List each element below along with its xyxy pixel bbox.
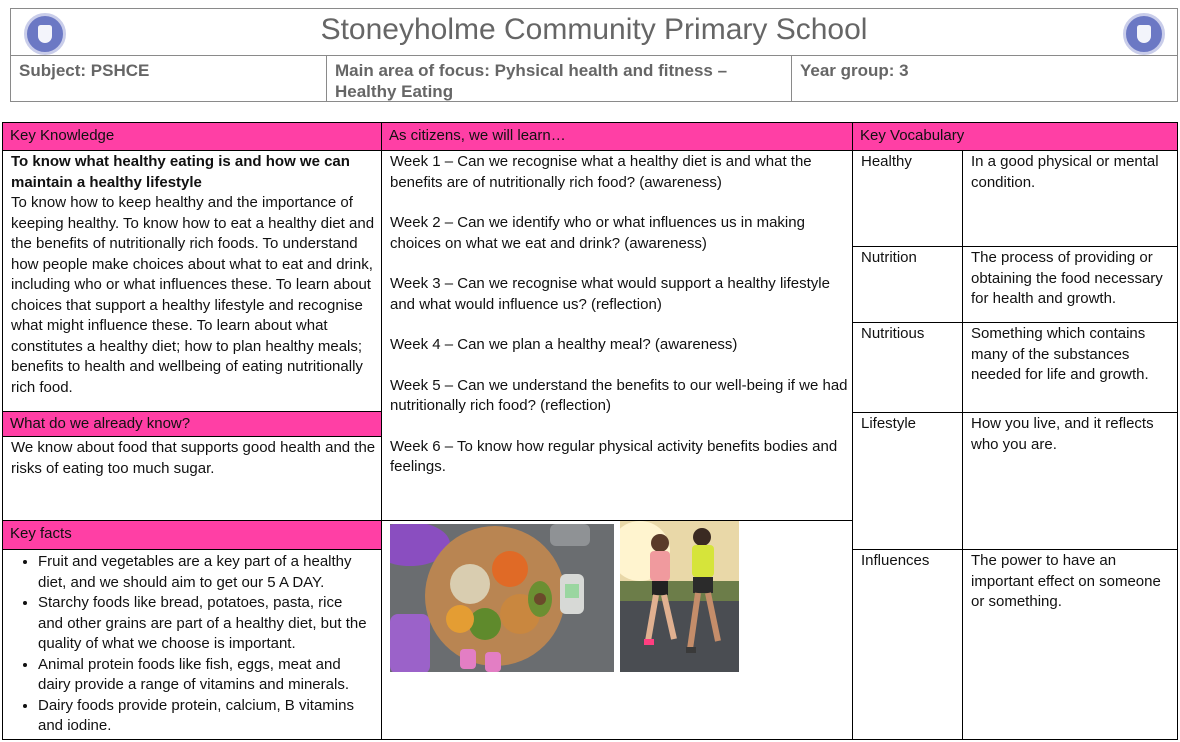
focus-label: Main area of focus: Pyhsical health and fitness – Healthy Eating — [327, 56, 792, 101]
vocab-term-cell — [852, 549, 963, 740]
subject-label: Subject: PSHCE — [11, 56, 327, 101]
key-knowledge-text — [11, 152, 377, 398]
week-3-text: Week 3 – Can we recognise what would support a healthy lifestyle and what would influence us? (reflection) — [390, 275, 830, 313]
week-4-text: Week 4 – Can we plan a healthy meal? (awareness) — [390, 336, 738, 353]
school-logo-right — [1123, 13, 1165, 55]
week-1-text: Week 1 – Can we recognise what a healthy diet is and what the benefits are of nutritionally rich food? (awareness) — [390, 153, 812, 191]
key-fact-item: • Animal protein foods like fish, eggs, meat and dairy provide a range of vitamins and minerals. — [38, 655, 369, 696]
key-fact-item: • Dairy foods provide protein, calcium, B vitamins and iodine. — [38, 696, 369, 737]
vocabulary-heading: Key Vocabulary — [860, 127, 965, 144]
key-knowledge-heading: Key Knowledge — [10, 127, 115, 144]
school-name: Stoneyholme Community Primary School — [320, 13, 868, 46]
vocab-definition-nutrition: The process of providing or obtaining the food necessary for health and growth. — [971, 249, 1163, 307]
vocab-term-nutritious: Nutritious — [861, 325, 925, 342]
week-5-text: Week 5 – Can we understand the benefits to our well-being if we had nutritionally rich food? (reflection) — [390, 376, 848, 414]
key-facts-list — [11, 552, 369, 737]
vocab-term-lifestyle: Lifestyle — [861, 415, 917, 432]
school-header — [10, 8, 1178, 56]
key-fact-item: • Starchy foods like bread, potatoes, pasta, rice and other grains are part of a healthy diet, but the quality of what we choose is important. — [38, 593, 369, 655]
vocab-definition-influences: The power to have an important effect on someone or something. — [971, 552, 1161, 610]
year-group-label: Year group: 3 — [800, 61, 909, 80]
citizens-heading: As citizens, we will learn… — [389, 127, 566, 144]
key-facts-heading: Key facts — [10, 525, 72, 542]
already-know-text: We know about food that supports good health and the risks of eating too much sugar. — [11, 439, 376, 477]
vocab-term-healthy: Healthy — [861, 153, 912, 170]
key-knowledge-body: To know how to keep healthy and the importance of keeping healthy. To know how to eat a healthy diet and the benefits of nutritionally rich foods. To understand how people make choices about what to eat and drink, including who or what influences these. To learn about choices that support a healthy lifestyle and recognise what might influence these. To learn about what constitutes a healthy diet; how to plan healthy meals; benefits to health and wellbeing of eating nutritionally rich food. — [11, 194, 375, 396]
running-photo — [620, 521, 739, 672]
already-know-heading: What do we already know? — [10, 415, 191, 432]
vocab-definition-healthy: In a good physical or mental condition. — [971, 153, 1159, 191]
week-2-text: Week 2 – Can we identify who or what influences us in making choices on what we eat and drink? (awareness) — [390, 214, 805, 252]
week-6-text: Week 6 – To know how regular physical activity benefits bodies and feelings. — [390, 437, 838, 475]
vocab-definition-lifestyle: How you live, and it reflects who you are. — [971, 415, 1154, 453]
vocab-term-nutrition: Nutrition — [861, 249, 917, 266]
subject-meta-row — [10, 56, 1178, 102]
healthy-food-photo — [390, 524, 614, 672]
vocab-term-influences: Influences — [861, 552, 930, 569]
weeks-list — [390, 152, 848, 498]
key-knowledge-intro: To know what healthy eating is and how we can maintain a healthy lifestyle — [11, 153, 350, 191]
key-fact-item: • Fruit and vegetables are a key part of a healthy diet, and we should aim to get our 5 A DAY. — [38, 552, 369, 593]
vocab-definition-nutritious: Something which contains many of the substances needed for life and growth. — [971, 325, 1149, 383]
